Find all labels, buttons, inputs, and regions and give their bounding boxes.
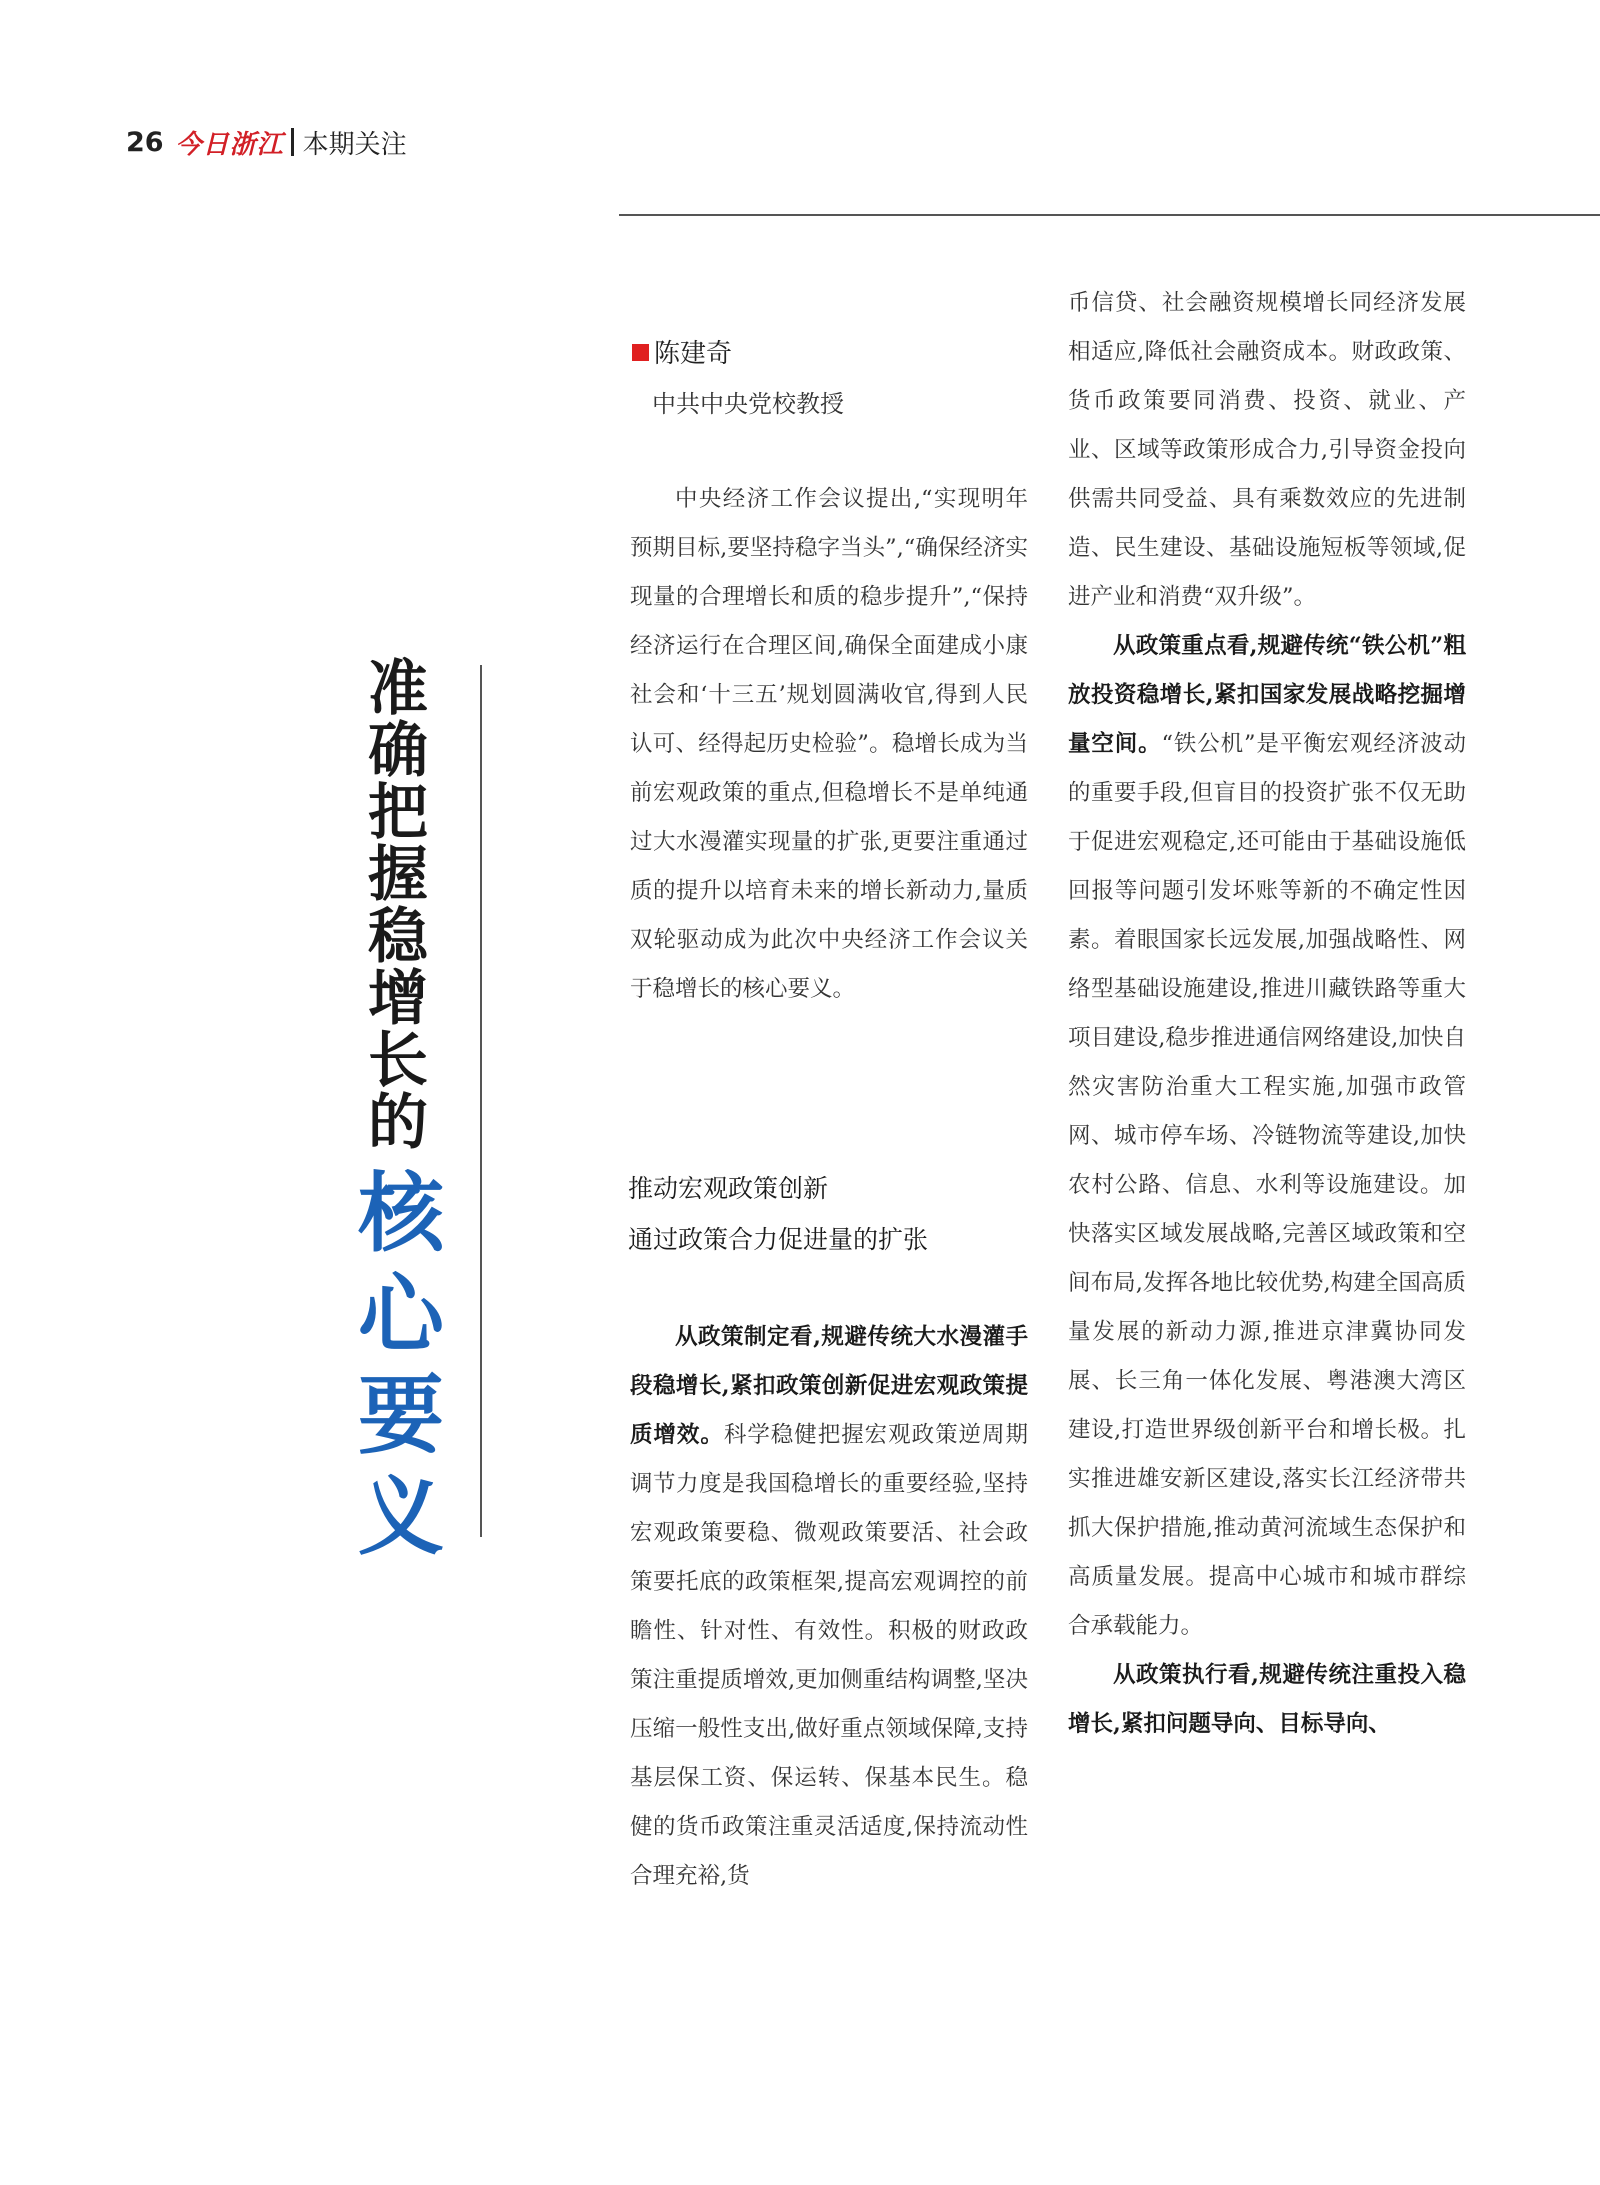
author-byline [632, 333, 732, 370]
article-title [358, 654, 444, 1568]
section-label: 本期关注 [302, 129, 407, 160]
paragraph-policy-making [630, 1313, 1028, 1901]
column-left-bottom [630, 1313, 1028, 1901]
section-subheading [628, 1163, 928, 1265]
title-line-2: 核心要义 [358, 1164, 444, 1567]
author-name: 陈建奇 [654, 339, 733, 369]
author-affiliation: 中共中央党校教授 [652, 390, 844, 418]
column-right [1068, 279, 1466, 1749]
red-square-marker [632, 344, 649, 361]
header-rule [619, 214, 1600, 216]
paragraph-text: 科学稳健把握宏观政策逆周期调节力度是我国稳增长的重要经验,坚持宏观政策要稳、微观政策要活、社会政策要托底的政策框架,提高宏观调控的前瞻性、针对性、有效性。积极的财政政策注重提质增效,更加侧重结构调整,坚决压缩一般性支出,做好重点领域保障,支持基层保工资、保运转、保基本民生。稳健的货币政策注重灵活适度,保持流动性合理充裕,货 [630, 1422, 1028, 1889]
paragraph-continued: 币信贷、社会融资规模增长同经济发展相适应,降低社会融资成本。财政政策、货币政策要同消费、投资、就业、产业、区域等政策形成合力,引导资金投向供需共同受益、具有乘数效应的先进制造、民生建设、基础设施短板等领域,促进产业和消费“双升级”。 [1068, 290, 1466, 610]
paragraph-policy-execution [1068, 1651, 1466, 1749]
title-line-1: 准确把握稳增长的 [368, 654, 428, 1158]
title-divider [480, 665, 482, 1537]
subheading-line-1: 推动宏观政策创新 [628, 1174, 829, 1203]
page-number: 26 [126, 126, 164, 158]
lead-sentence: 从政策重点看,规避传统“铁公机”粗放投资稳增长,紧扣国家发展战略挖掘增量空间。 [1068, 633, 1466, 757]
paragraph-policy-focus [1068, 622, 1466, 1651]
intro-paragraph: 中央经济工作会议提出,“实现明年预期目标,要坚持稳字当头”,“确保经济实现量的合理增长和质的稳步提升”,“保持经济运行在合理区间,确保全面建成小康社会和‘十三五’规划圆满收官,得到人民认可、经得起历史检验”。稳增长成为当前宏观政策的重点,但稳增长不是单纯通过大水漫灌实现量的扩张,更要注重通过质的提升以培育未来的增长新动力,量质双轮驱动成为此次中央经济工作会议关于稳增长的核心要义。 [630, 486, 1028, 1002]
header-divider [291, 128, 294, 156]
page-header [126, 122, 407, 162]
magazine-logo: 今日浙江 [175, 129, 284, 160]
subheading-line-2: 通过政策合力促进量的扩张 [628, 1225, 929, 1254]
paragraph-text: “铁公机”是平衡宏观经济波动的重要手段,但盲目的投资扩张不仅无助于促进宏观稳定,还可能由于基础设施低回报等问题引发坏账等新的不确定性因素。着眼国家长远发展,加强战略性、网络型基础设施建设,推进川藏铁路等重大项目建设,稳步推进通信网络建设,加快自然灾害防治重大工程实施,加强市政管网、城市停车场、冷链物流等建设,加快农村公路、信息、水利等设施建设。加快落实区域发展战略,完善区域政策和空间布局,发挥各地比较优势,构建全国高质量发展的新动力源,推进京津冀协同发展、长三角一体化发展、粤港澳大湾区建设,打造世界级创新平台和增长极。扎实推进雄安新区建设,落实长江经济带共抓大保护措施,推动黄河流域生态保护和高质量发展。提高中心城市和城市群综合承载能力。 [1068, 731, 1466, 1639]
lead-sentence: 从政策执行看,规避传统注重投入稳增长,紧扣问题导向、目标导向、 [1068, 1662, 1466, 1737]
lead-sentence: 从政策制定看,规避传统大水漫灌手段稳增长,紧扣政策创新促进宏观政策提质增效。 [630, 1324, 1028, 1448]
column-left-top [630, 475, 1028, 1014]
